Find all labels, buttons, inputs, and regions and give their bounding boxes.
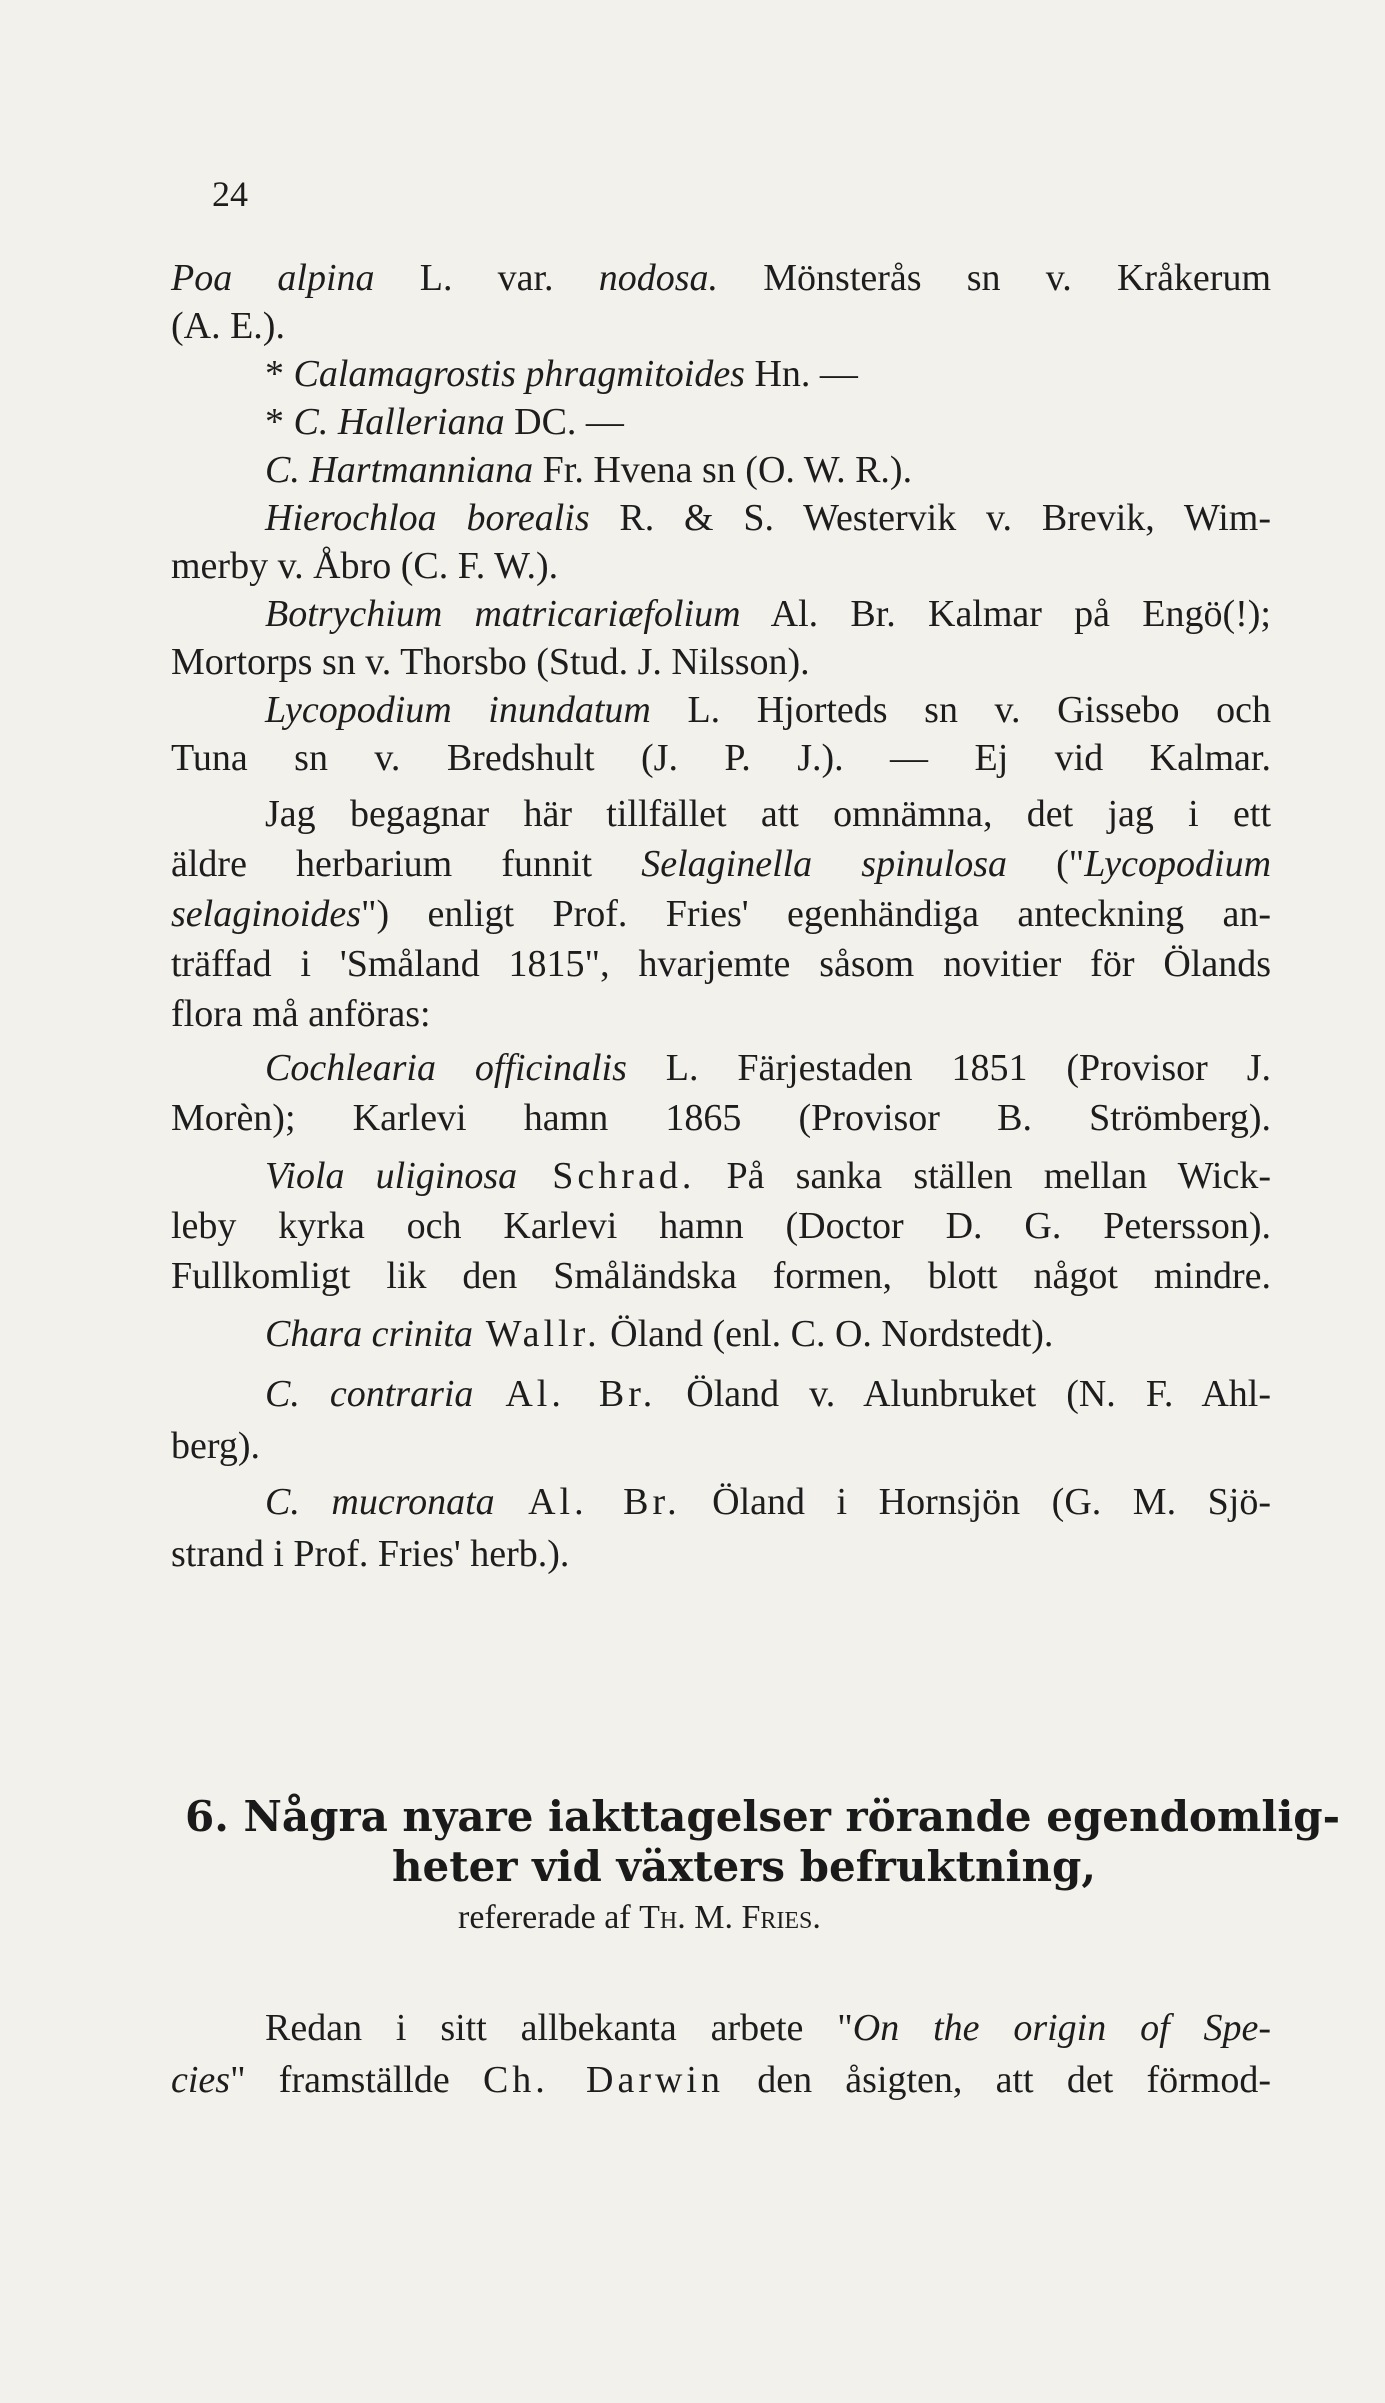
entry-line: [265, 1478, 1271, 1526]
entry-line: [265, 1152, 1271, 1200]
italic-text: Lycopodium: [1084, 843, 1272, 885]
entry-line: [171, 542, 1271, 590]
text-run: leby kyrka och Karlevi hamn (Doctor D. G. Petersson).: [171, 1205, 1271, 1247]
italic-text: Lycopodium inundatum: [265, 689, 651, 731]
text-run: Mönsterås sn v. Kråkerum: [718, 257, 1272, 299]
text-run: Morèn); Karlevi hamn 1865 (Provisor B. Strömberg).: [171, 1097, 1271, 1139]
text-run: Tuna sn v. Bredshult (J. P. J.). — Ej vid Kalmar.: [171, 737, 1271, 779]
italic-text: Selaginella spinulosa: [641, 843, 1007, 885]
text-run: *: [265, 401, 294, 443]
entry-line: [171, 1252, 1271, 1300]
text-run: Jag begagnar här tillfället att omnämna, det jag i ett: [265, 793, 1271, 835]
entry-line: [265, 1370, 1271, 1418]
italic-text: C. Halleriana: [293, 401, 505, 443]
entry-line: [171, 840, 1271, 888]
italic-text: C. Hartmanniana: [265, 449, 534, 491]
text-run: äldre herbarium funnit: [171, 843, 642, 885]
entry-line: [171, 254, 1271, 302]
entry-line: [265, 350, 1271, 398]
italic-text: On the origin of Spe-: [852, 2007, 1271, 2049]
italic-text: Viola uliginosa: [265, 1155, 518, 1197]
text-run: merby v. Åbro (C. F. W.).: [171, 545, 559, 587]
text-run: R. & S. Westervik v. Brevik, Wim-: [589, 497, 1271, 539]
section-title-line2: heter vid växters befruktning,: [392, 1842, 1096, 1891]
entry-line: [171, 1530, 1271, 1578]
italic-text: C. mucronata: [265, 1481, 495, 1523]
text-run: flora må anföras:: [171, 993, 431, 1035]
entry-line: [265, 494, 1271, 542]
italic-text: Botrychium matricariæfolium: [265, 593, 741, 635]
text-run: ") enligt Prof. Fries' egenhändiga anteckning an-: [360, 893, 1271, 935]
italic-text: C. contraria: [265, 1373, 474, 1415]
text-run: (A. E.).: [171, 305, 285, 347]
italic-text: cies: [171, 2059, 231, 2101]
section-number: 6.: [185, 1792, 229, 1841]
text-run: L. Hjorteds sn v. Gissebo och: [650, 689, 1271, 731]
entry-line: [171, 1094, 1271, 1142]
text-run: Al. Br. Kalmar på Engö(!);: [740, 593, 1271, 635]
body-line: [265, 2004, 1271, 2052]
entry-line: [265, 446, 1271, 494]
text-run: (": [1007, 843, 1085, 885]
text-run: Öland (enl. C. O. Nordstedt).: [600, 1313, 1054, 1355]
entry-line: [265, 590, 1271, 638]
section-heading-line1: [185, 1790, 1340, 1844]
text-run: berg).: [171, 1425, 260, 1467]
text-run: Hn. —: [744, 353, 858, 395]
text-run: *: [265, 353, 294, 395]
text-run: Öland v. Alunbruket (N. F. Ahl-: [656, 1373, 1271, 1415]
byline-author: Th. M. Fries.: [639, 1899, 821, 1936]
spaced-text: Wallr.: [472, 1313, 601, 1355]
text-run: Redan i sitt allbekanta arbete ": [265, 2007, 853, 2049]
text-run: Fr. Hvena sn (O. W. R.).: [533, 449, 913, 491]
entry-line: [171, 1422, 1271, 1470]
entry-line: [171, 990, 1271, 1038]
entry-line: [171, 890, 1271, 938]
spaced-text: Al. Br.: [473, 1373, 657, 1415]
entry-line: [265, 1310, 1271, 1358]
entry-line: [171, 1202, 1271, 1250]
entry-line: [171, 940, 1271, 988]
entry-line: [265, 686, 1271, 734]
text-run: L. var.: [374, 257, 599, 299]
entry-line: [265, 398, 1271, 446]
text-run: Mortorps sn v. Thorsbo (Stud. J. Nilsson).: [171, 641, 810, 683]
section-title-line1: Några nyare iakttagelser rörande egendomlig-: [243, 1792, 1341, 1841]
entry-line: [265, 790, 1271, 838]
text-run: Öland i Hornsjön (G. M. Sjö-: [680, 1481, 1271, 1523]
spaced-text: Schrad.: [517, 1155, 696, 1197]
text-run: DC. —: [504, 401, 624, 443]
text-run: den åsigten, att det förmod-: [723, 2059, 1271, 2101]
entry-line: [171, 734, 1271, 782]
italic-text: Calamagrostis phragmitoides: [293, 353, 745, 395]
italic-text: selaginoides: [171, 893, 361, 935]
text-run: På sanka ställen mellan Wick-: [695, 1155, 1271, 1197]
body-line: [171, 2056, 1271, 2104]
page-number: 24: [212, 174, 248, 214]
italic-text: nodosa.: [598, 257, 719, 299]
italic-text: Chara crinita: [265, 1313, 473, 1355]
italic-text: Poa alpina: [171, 257, 375, 299]
text-run: " framställde: [230, 2059, 483, 2101]
italic-text: Hierochloa borealis: [265, 497, 590, 539]
entry-line: [171, 638, 1271, 686]
text-run: träffad i 'Småland 1815", hvarjemte såsom novitier för Ölands: [171, 943, 1271, 985]
byline-prefix: refererade af: [458, 1899, 640, 1936]
italic-text: Cochlearia officinalis: [265, 1047, 627, 1089]
spaced-text: Al. Br.: [494, 1481, 681, 1523]
text-run: L. Färjestaden 1851 (Provisor J.: [626, 1047, 1271, 1089]
entry-line: [265, 1044, 1271, 1092]
text-run: strand i Prof. Fries' herb.).: [171, 1533, 570, 1575]
spaced-text: Ch. Darwin: [482, 2059, 724, 2101]
text-run: Fullkomligt lik den Småländska formen, blott något mindre.: [171, 1255, 1271, 1297]
entry-line: [171, 302, 1271, 350]
section-byline: [458, 1896, 821, 1940]
